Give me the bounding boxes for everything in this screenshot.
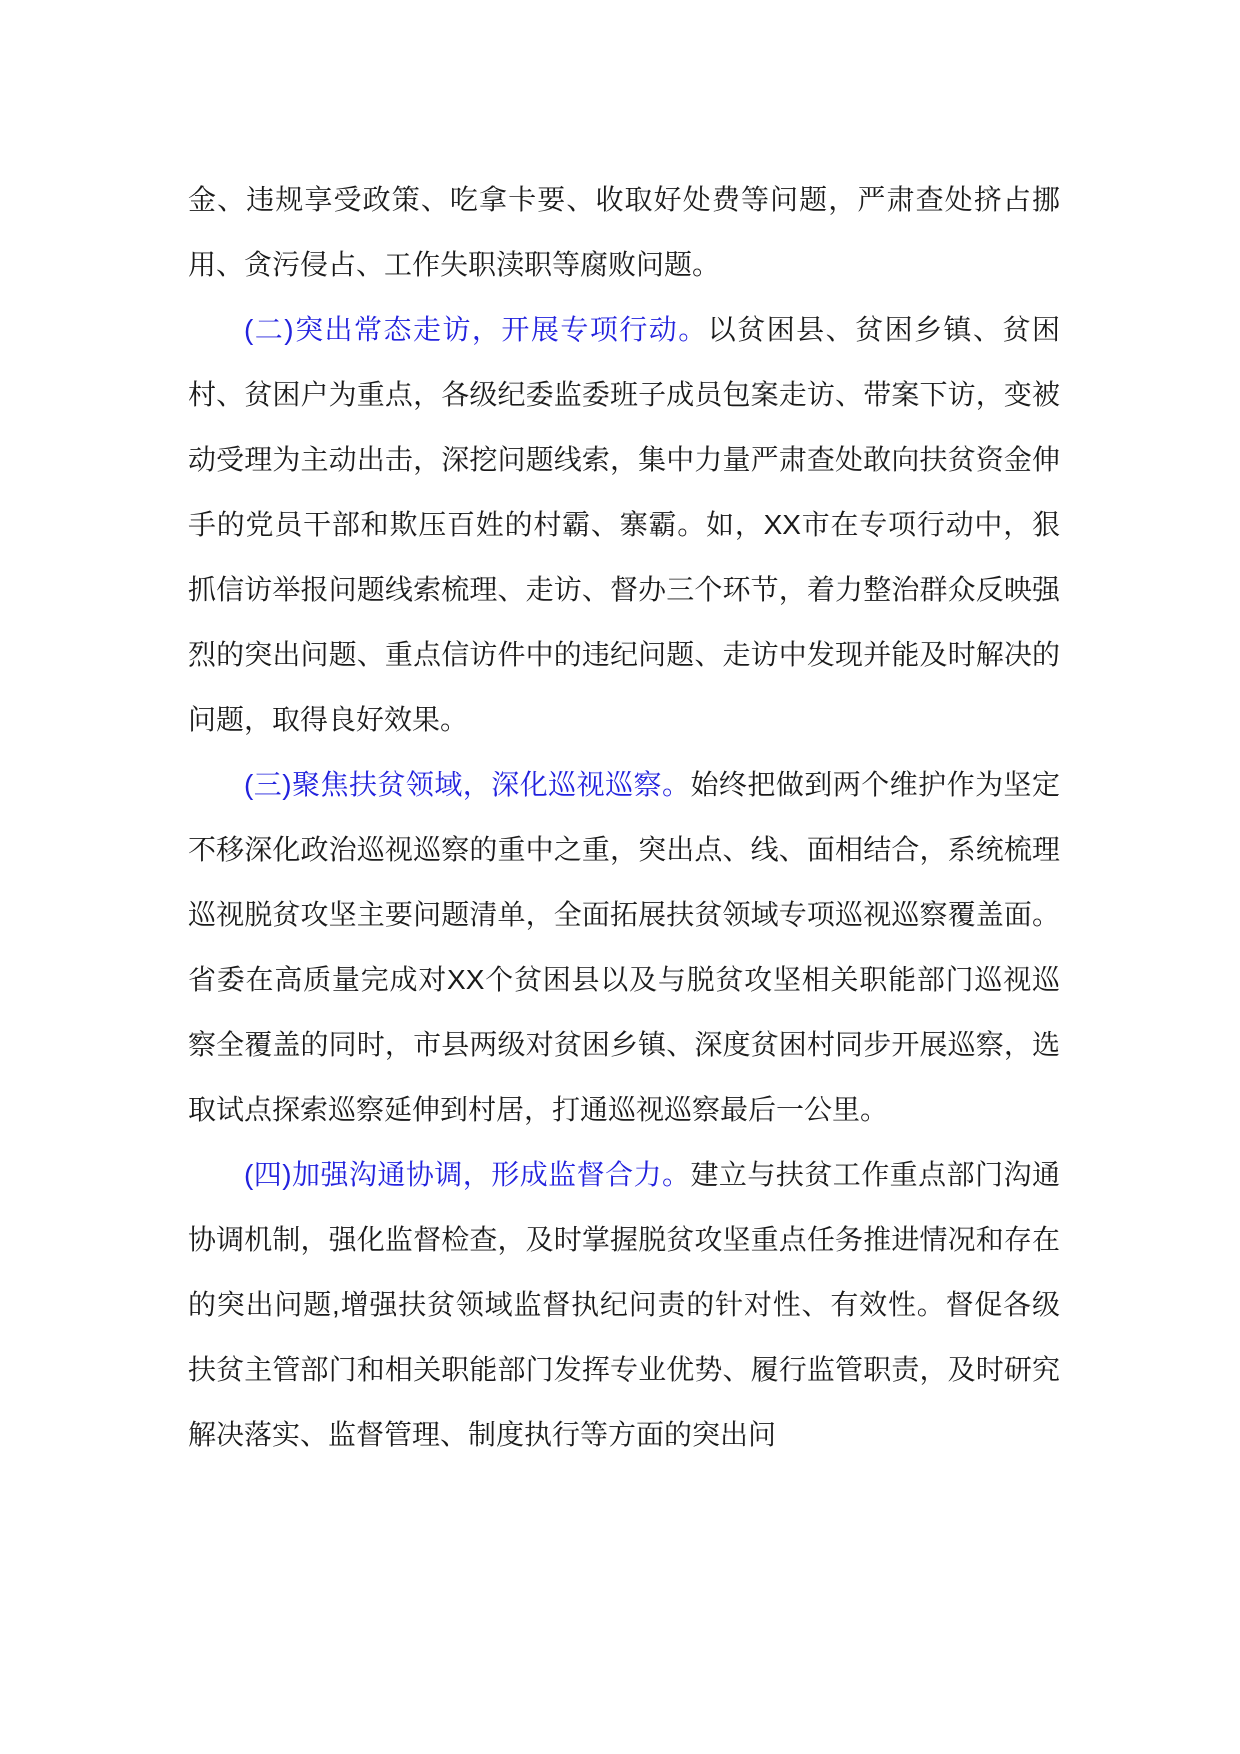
section-heading: (二)突出常态走访，开展专项行动。 (244, 314, 708, 345)
document-page (188, 167, 1060, 1467)
paragraph-body: 以贫困县、贫困乡镇、贫困村、贫困户为重点，各级纪委监委班子成员包案走访、带案下访，变被动受理为主动出击，深挖问题线索，集中力量严肃查处敢向扶贫资金伸手的党员干部和欺压百姓的村霸、寨霸。如，XX市在专项行动中，狠抓信访举报问题线索梳理、走访、督办三个环节，着力整治群众反映强烈的突出问题、重点信访件中的违纪问题、走访中发现并能及时解决的问题，取得良好效果。 (188, 314, 1060, 735)
paragraph-section-3 (188, 752, 1060, 1142)
paragraph-section-4 (188, 1142, 1060, 1467)
paragraph-section-2 (188, 297, 1060, 752)
paragraph-body: 金、违规享受政策、吃拿卡要、收取好处费等问题，严肃查处挤占挪用、贪污侵占、工作失职渎职等腐败问题。 (188, 184, 1060, 280)
paragraph-continuation (188, 167, 1060, 297)
paragraph-body: 始终把做到两个维护作为坚定不移深化政治巡视巡察的重中之重，突出点、线、面相结合，系统梳理巡视脱贫攻坚主要问题清单，全面拓展扶贫领域专项巡视巡察覆盖面。省委在高质量完成对XX个贫困县以及与脱贫攻坚相关职能部门巡视巡察全覆盖的同时，市县两级对贫困乡镇、深度贫困村同步开展巡察，选取试点探索巡察延伸到村居，打通巡视巡察最后一公里。 (188, 769, 1060, 1125)
section-heading: (三)聚焦扶贫领域，深化巡视巡察。 (244, 769, 691, 800)
paragraph-body: 建立与扶贫工作重点部门沟通协调机制，强化监督检查，及时掌握脱贫攻坚重点任务推进情况和存在的突出问题,增强扶贫领域监督执纪问责的针对性、有效性。督促各级扶贫主管部门和相关职能部门发挥专业优势、履行监管职责，及时研究解决落实、监督管理、制度执行等方面的突出问 (188, 1159, 1060, 1450)
section-heading: (四)加强沟通协调，形成监督合力。 (244, 1159, 691, 1190)
